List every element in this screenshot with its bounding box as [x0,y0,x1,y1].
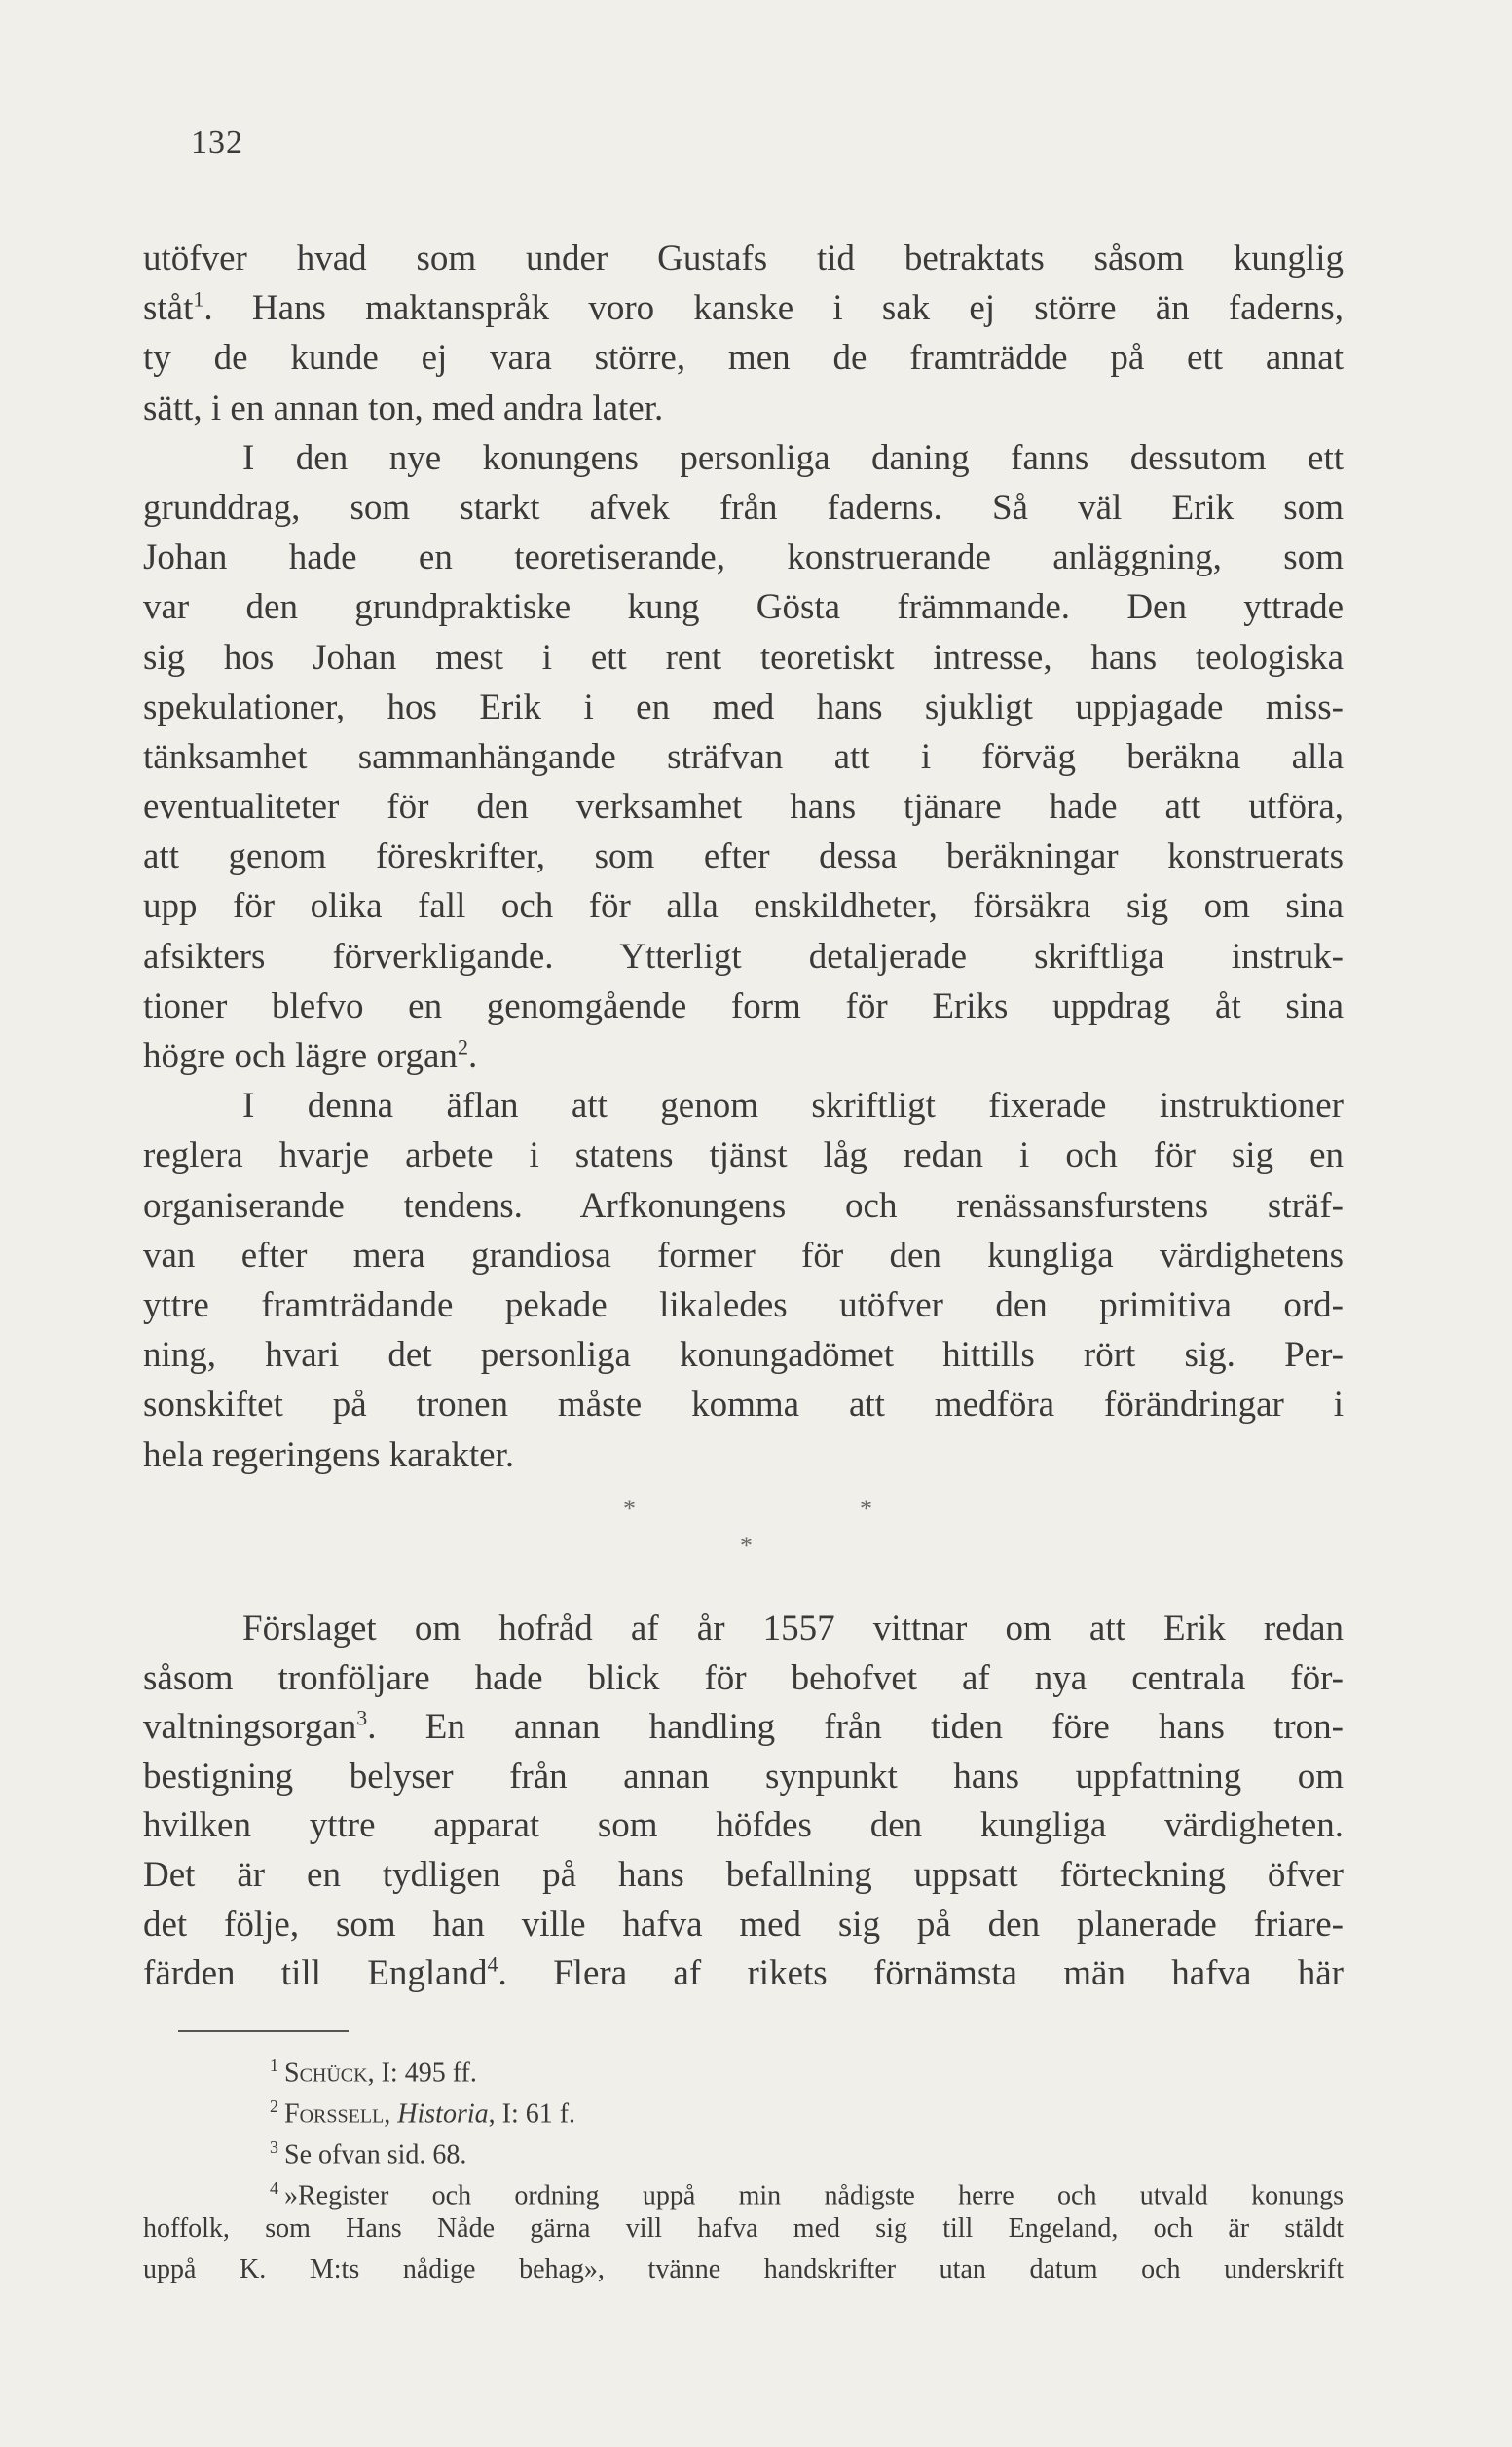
asterisk: * [860,1495,872,1523]
text-line: grunddrag, som starkt afvek från faderns. Så väl Erik som [143,487,1344,528]
footnote-rule [178,2030,349,2032]
footnote-ref: 3 [356,1705,368,1730]
footnotes [143,2045,1344,2290]
text-line: sätt, i en annan ton, med andra later. [143,388,664,428]
text-line: sonskiftet på tronen måste komma att medföra förändringar i [143,1385,1344,1426]
footnote-number: 2 [270,2096,278,2116]
text-line: valtningsorgan$^3$. En annan handling från tiden före hans tron- [143,1705,1344,1748]
footnote-ref: 2 [457,1034,468,1059]
text-line: afsikters förverkligande. Ytterligt detaljerade skriftliga instruk- [143,936,1344,977]
text-line: eventualiteter för den verksamhet hans tjänare hade att utföra, [143,787,1344,828]
text-line: utöfver hvad som under Gustafs tid betraktats såsom kunglig [143,239,1344,278]
text-line: van efter mera grandiosa former för den kungliga värdighetens [143,1235,1344,1276]
asterisk: * [740,1532,753,1560]
text-line: var den grundpraktiske kung Gösta främmande. Den yttrade [143,587,1344,628]
footnote [143,2168,1344,2211]
page-number: 132 [191,125,243,161]
footnote-number: 4 [270,2178,278,2198]
footnote-number: 3 [270,2137,278,2157]
text-line: bestigning belyser från annan synpunkt hans uppfattning om [143,1756,1344,1797]
footnote-text: Se ofvan sid. 68. [284,2139,467,2170]
text-line: att genom föreskrifter, som efter dessa beräkningar konstruerats [143,836,1344,877]
section-divider [0,1495,1512,1563]
footnote [143,2045,1344,2089]
text-line: Förslaget om hofråd af år 1557 vittnar om att Erik redan [242,1609,1344,1649]
footnote-ref: 4 [487,1951,498,1977]
text-line: spekulationer, hos Erik i en med hans sjukligt uppjagade miss- [143,686,1344,727]
text-line: såsom tronföljare hade blick för behofvet af nya centrala för- [143,1657,1344,1698]
footnote-text: , I: 61 f. [488,2098,576,2130]
footnote-text: »Register och ordning uppå min nådigste herre och utvald konungs [284,2180,1344,2211]
text-line: Det är en tydligen på hans befallning uppsatt förteckning öfver [143,1854,1344,1895]
footnote-number: 1 [270,2056,278,2075]
text-line: tänksamhet sammanhängande sträfvan att i förväg beräkna alla [143,736,1344,777]
footnote: $^2$ Forssell, Historia, I: 61 f. [270,2096,576,2130]
main-text-lower [143,1605,1344,1999]
text-line: färden till England$^4$. Flera af rikets förnämsta män hafva här [143,1951,1344,1994]
text-line: Johan hade en teoretiserande, konstruerande anläggning, som [143,538,1344,578]
text-line: högre och lägre organ$^2$. [143,1034,478,1076]
text-line: ning, hvari det personliga konungadömet hittills rört sig. Per- [143,1335,1344,1376]
footnote [143,2127,1344,2168]
footnote-continuation: uppå K. M:ts nådige behag», tvänne handskrifter utan datum och underskrift [143,2254,1344,2284]
main-text-upper [143,234,1344,1480]
text-line: hvilken yttre apparat som höfdes den kungliga värdigheten. [143,1805,1344,1846]
text-line: tioner blefvo en genomgående form för Eriks uppdrag åt sina [143,985,1344,1026]
text-line: sig hos Johan mest i ett rent teoretiskt intresse, hans teologiska [143,637,1344,678]
footnote-author: Schück [284,2058,368,2089]
text-line: reglera hvarje arbete i statens tjänst låg redan i och för sig en [143,1135,1344,1176]
text-line: hela regeringens karakter. [143,1434,515,1475]
text-line: I denna äflan att genom skriftligt fixerade instruktioner [242,1086,1344,1127]
footnote-text: , I: 495 ff. [367,2058,477,2089]
footnote-title: Historia [397,2098,489,2130]
asterisk: * [623,1495,636,1523]
text-line: ty de kunde ej vara större, men de framträdde på ett annat [143,338,1344,379]
text-line: organiserande tendens. Arfkonungens och renässansfurstens sträf- [143,1185,1344,1226]
text-line: det följe, som han ville hafva med sig på den planerade friare- [143,1904,1344,1945]
text-line: I den nye konungens personliga daning fanns dessutom ett [242,437,1344,478]
text-line: yttre framträdande pekade likaledes utöfver den primitiva ord- [143,1284,1344,1325]
footnote-author: Forssell [284,2098,385,2130]
footnote-continuation: hoffolk, som Hans Nåde gärna vill hafva med sig till Engeland, och är stäldt [143,2213,1344,2243]
text-line: upp för olika fall och för alla enskildheter, försäkra sig om sina [143,886,1344,927]
text-line: ståt$^1$. Hans maktanspråk voro kanske i sak ej större än faderns, [143,286,1344,329]
footnote-ref: 1 [193,286,204,312]
